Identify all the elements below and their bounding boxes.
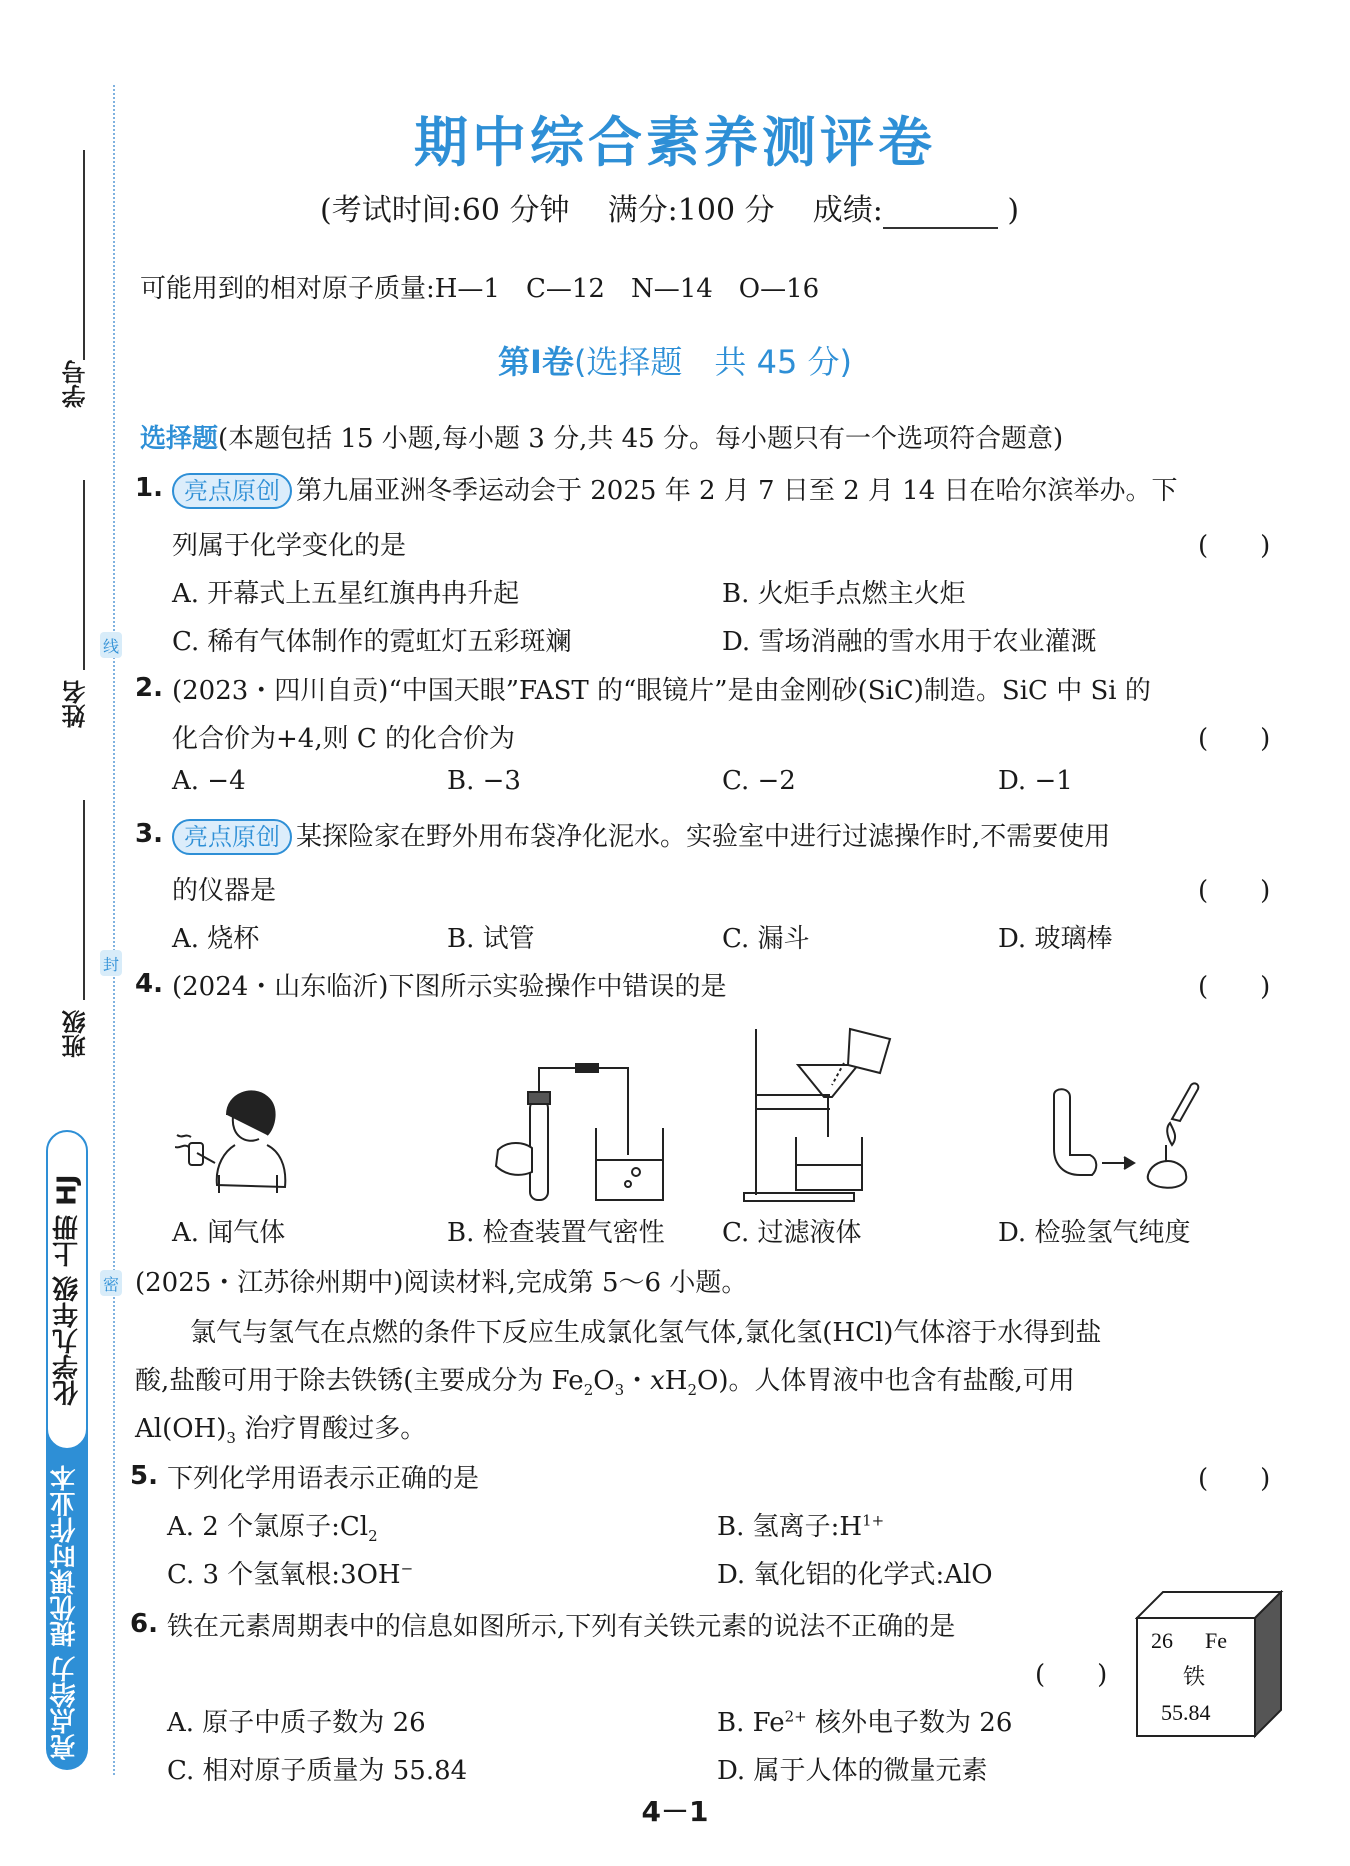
q6-option-b-rest: 核外电子数为 26 <box>815 1708 1013 1738</box>
q1-line1-text: 第九届亚洲冬季运动会于 2025 年 2 月 7 日至 2 月 14 日在哈尔滨举办。下 <box>296 476 1178 506</box>
q3-line1 <box>172 816 1110 855</box>
element-symbol: Fe <box>1205 1628 1227 1653</box>
q4-option-c[interactable]: C. 过滤液体 <box>722 1218 862 1248</box>
passage-line2 <box>135 1360 1075 1399</box>
q6-option-a[interactable]: A. 原子中质子数为 26 <box>167 1708 426 1738</box>
q6-option-b-sup: 2+ <box>784 1707 807 1726</box>
page-number: 4－1 <box>641 1795 709 1828</box>
passage-line2-b: O <box>593 1366 615 1396</box>
q1-option-d[interactable]: D. 雪场消融的雪水用于农业灌溉 <box>722 627 1097 657</box>
q4-line1: (2024・山东临沂)下图所示实验操作中错误的是 <box>172 972 727 1002</box>
q4-option-d[interactable]: D. 检验氢气纯度 <box>998 1218 1191 1248</box>
book-info-text: 化学九年级 上册 HJ <box>52 1174 83 1406</box>
smelling-gas-illustration <box>175 1075 305 1200</box>
passage-line1: 氯气与氢气在点燃的条件下反应生成氯化氢气体,氯化氢(HCl)气体溶于水得到盐 <box>190 1318 1102 1348</box>
name-label: 姓名 <box>62 680 90 728</box>
q5-stem: 下列化学用语表示正确的是 <box>167 1464 480 1494</box>
seal-word-secret: 密 <box>100 1270 122 1296</box>
class-label: 班级 <box>62 1010 90 1058</box>
passage-x: x <box>650 1366 665 1396</box>
q3-answer-paren[interactable]: ( ) <box>1198 876 1271 906</box>
passage-line2-e: O)。人体胃液中也含有盐酸,可用 <box>697 1366 1075 1396</box>
section-desc: (选择题 共 45 分) <box>573 343 852 381</box>
q2-option-d[interactable]: D. −1 <box>998 766 1073 796</box>
q5-option-b-text: B. 氢离子:H <box>717 1512 863 1542</box>
q3-option-d[interactable]: D. 玻璃棒 <box>998 924 1113 954</box>
q5-option-c[interactable] <box>167 1554 413 1591</box>
q2-option-a[interactable]: A. −4 <box>172 766 246 796</box>
element-number: 26 <box>1151 1628 1173 1653</box>
q6-answer-paren[interactable]: ( ) <box>1035 1660 1108 1690</box>
q2-answer-paren[interactable]: ( ) <box>1198 724 1271 754</box>
q1-option-c[interactable]: C. 稀有气体制作的霓虹灯五彩斑斓 <box>172 627 572 657</box>
q2-option-b[interactable]: B. −3 <box>447 766 521 796</box>
instructions <box>140 418 1063 455</box>
q1-option-a[interactable]: A. 开幕式上五星红旗冉冉升起 <box>172 579 520 609</box>
passage-sub-2: 2 <box>583 1381 594 1400</box>
q4-answer-paren[interactable]: ( ) <box>1198 972 1271 1002</box>
q6-option-c[interactable]: C. 相对原子质量为 55.84 <box>167 1756 468 1786</box>
iron-element-card <box>1135 1590 1285 1740</box>
q1-badge: 亮点原创 <box>172 473 292 509</box>
airtightness-check-illustration <box>488 1060 713 1205</box>
q3-line2: 的仪器是 <box>172 876 277 906</box>
q5-answer-paren[interactable]: ( ) <box>1198 1464 1271 1494</box>
q5-option-b[interactable] <box>717 1506 884 1543</box>
passage-sub-3b: 3 <box>226 1429 236 1448</box>
book-series-text: 亮点给力 提优课时作业本 <box>50 1464 80 1760</box>
q4-option-b[interactable]: B. 检查装置气密性 <box>447 1218 665 1248</box>
seal-word-line: 线 <box>100 632 122 658</box>
q5-option-a-sub: 2 <box>368 1527 378 1546</box>
q6-option-b-text: B. Fe <box>717 1708 785 1738</box>
q5-option-d[interactable]: D. 氧化铝的化学式:AlO <box>717 1560 993 1590</box>
section-heading <box>0 337 1350 383</box>
hydrogen-purity-illustration <box>1040 1075 1205 1200</box>
passage-intro: (2025・江苏徐州期中)阅读材料,完成第 5～6 小题。 <box>135 1268 748 1298</box>
q4-number: 4. <box>135 969 163 999</box>
name-underline <box>83 480 85 670</box>
q3-option-a[interactable]: A. 烧杯 <box>172 924 260 954</box>
q6-stem: 铁在元素周期表中的信息如图所示,下列有关铁元素的说法不正确的是 <box>167 1612 956 1642</box>
passage-sub-2b: 2 <box>687 1381 698 1400</box>
q3-option-c[interactable]: C. 漏斗 <box>722 924 810 954</box>
q5-option-c-text: C. 3 个氢氧根:3OH <box>167 1560 401 1590</box>
q2-number: 2. <box>135 673 163 703</box>
score-close: ) <box>1007 193 1020 228</box>
element-mass: 55.84 <box>1161 1700 1211 1725</box>
q5-number: 5. <box>130 1461 158 1491</box>
q3-line1-text: 某探险家在野外用布袋净化泥水。实验室中进行过滤操作时,不需要使用 <box>296 822 1111 852</box>
q5-option-a-text: A. 2 个氯原子:Cl <box>167 1512 369 1542</box>
q6-option-d[interactable]: D. 属于人体的微量元素 <box>717 1756 988 1786</box>
element-name: 铁 <box>1183 1665 1206 1690</box>
passage-line2-d: H <box>664 1366 688 1396</box>
instructions-text: (本题包括 15 小题,每小题 3 分,共 45 分。每小题只有一个选项符合题意) <box>218 424 1064 454</box>
section-label: 第Ⅰ卷 <box>498 343 574 381</box>
passage-dot: ・ <box>624 1366 651 1396</box>
filtration-illustration <box>740 1025 900 1205</box>
atomic-masses: 可能用到的相对原子质量:H—1 C—12 N—14 O—16 <box>140 274 820 304</box>
instructions-title: 选择题 <box>140 424 219 454</box>
q6-number: 6. <box>130 1609 158 1639</box>
passage-line3 <box>135 1408 426 1447</box>
student-id-underline <box>83 150 85 360</box>
passage-line3-b: 治疗胃酸过多。 <box>244 1414 427 1444</box>
q5-option-a[interactable] <box>167 1506 378 1545</box>
q1-number: 1. <box>135 473 163 503</box>
q5-option-c-sup: − <box>400 1559 414 1578</box>
q1-line2: 列属于化学变化的是 <box>172 531 407 561</box>
q1-answer-paren[interactable]: ( ) <box>1198 531 1271 561</box>
passage-sub-3: 3 <box>614 1381 625 1400</box>
q3-option-b[interactable]: B. 试管 <box>447 924 535 954</box>
book-info-tab <box>46 1130 88 1450</box>
exam-time: (考试时间:60 分钟 <box>320 193 570 228</box>
score-blank[interactable] <box>883 199 998 229</box>
class-underline <box>83 800 85 1000</box>
q1-line1 <box>172 470 1178 509</box>
q6-option-b[interactable] <box>717 1702 1012 1739</box>
q5-option-b-sup: 1+ <box>862 1511 885 1530</box>
q3-badge: 亮点原创 <box>172 819 292 855</box>
seal-word-seal: 封 <box>100 950 122 976</box>
passage-line3-a: Al(OH) <box>135 1414 227 1444</box>
q4-option-a[interactable]: A. 闻气体 <box>172 1218 286 1248</box>
student-id-label: 学号 <box>62 360 90 408</box>
exam-info <box>320 185 1019 229</box>
q1-option-b[interactable]: B. 火炬手点燃主火炬 <box>722 579 966 609</box>
q3-number: 3. <box>135 819 163 849</box>
score-label: 成绩: <box>812 193 883 228</box>
q2-line1: (2023・四川自贡)“中国天眼”FAST 的“眼镜片”是由金刚砂(SiC)制造。SiC 中 Si 的 <box>172 676 1151 706</box>
q2-line2: 化合价为+4,则 C 的化合价为 <box>172 724 516 754</box>
passage-line2-a: 酸,盐酸可用于除去铁锈(主要成分为 Fe <box>135 1366 584 1396</box>
q2-option-c[interactable]: C. −2 <box>722 766 796 796</box>
full-score: 满分:100 分 <box>607 193 775 228</box>
page-title: 期中综合素养测评卷 <box>414 111 936 174</box>
